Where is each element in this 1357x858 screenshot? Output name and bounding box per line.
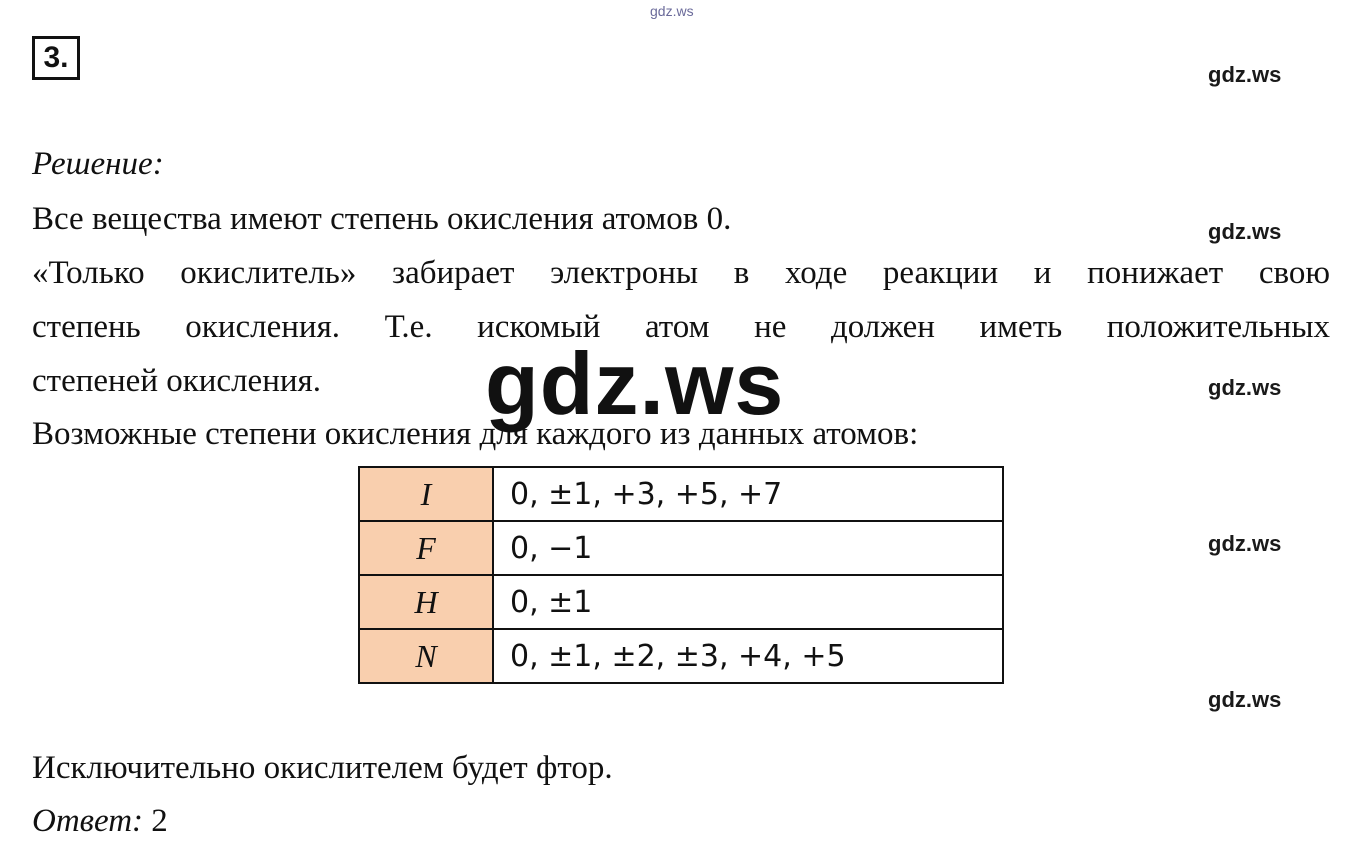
paragraph-3: степень окисления. Т.е. искомый атом не должен иметь положительных [32,309,1330,345]
element-cell: F [359,521,493,575]
watermark-side-4: gdz.ws [1208,531,1282,556]
watermark-center: gdz.ws [485,334,785,433]
task-number-box [32,36,80,80]
answer-label: Ответ: [32,803,144,839]
states-cell: 0, ±1, ±2, ±3, +4, +5 [493,629,1003,683]
element-cell: H [359,575,493,629]
states-cell: 0, ±1 [493,575,1003,629]
conclusion: Исключительно окислителем будет фтор. [32,750,613,786]
paragraph-5: Возможные степени окисления для каждого из данных атомов: [32,416,919,452]
element-cell: N [359,629,493,683]
watermark-top: gdz.ws [650,3,694,19]
table-row [359,575,1003,629]
watermark-side-5: gdz.ws [1208,687,1282,712]
watermark-side-3: gdz.ws [1208,375,1282,400]
paragraph-4: степеней окисления. [32,363,321,399]
answer-value: 2 [151,803,168,839]
paragraph-1: Все вещества имеют степень окисления атомов 0. [32,201,732,237]
task-number: 3. [43,41,69,74]
element-cell: I [359,467,493,521]
paragraph-2: «Только окислитель» забирает электроны в ходе реакции и понижает свою [32,255,1330,291]
answer-line [32,803,168,839]
oxidation-states-table [358,466,1004,684]
solution-label: Решение: [32,146,164,182]
watermark-side-2: gdz.ws [1208,219,1282,244]
states-cell: 0, ±1, +3, +5, +7 [493,467,1003,521]
table-row [359,467,1003,521]
table-row [359,629,1003,683]
states-cell: 0, −1 [493,521,1003,575]
watermark-side-1: gdz.ws [1208,62,1282,87]
table-row [359,521,1003,575]
